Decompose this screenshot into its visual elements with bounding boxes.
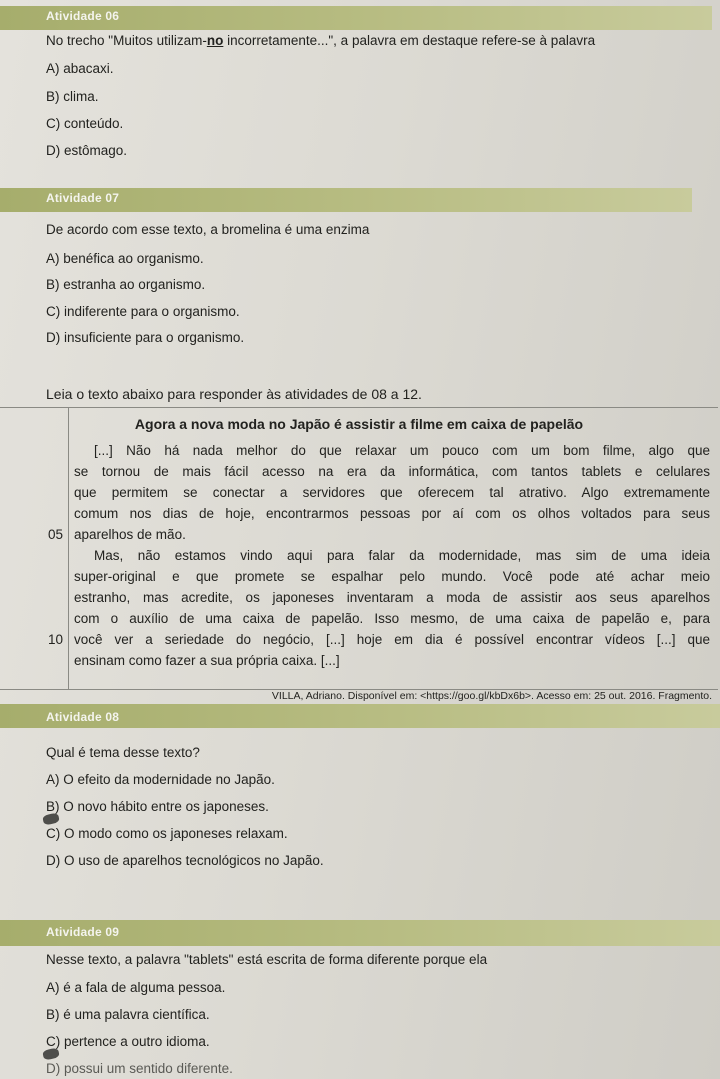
highlighted-word: no — [206, 33, 224, 48]
text-line-1: [...] Não há nada melhor do que relaxar um pouco com um bom filme, algo que — [94, 443, 710, 458]
activity-07-header — [0, 188, 692, 212]
activity-08-option-b: B) O novo hábito entre os japoneses. — [46, 799, 269, 814]
text-line-7: super-original e que promete se espalhar pelo mundo. Você pode até achar meio — [74, 569, 710, 584]
activity-07-label: Atividade 07 — [46, 191, 120, 205]
activity-09-label: Atividade 09 — [46, 925, 120, 939]
activity-06-option-a: A) abacaxi. — [46, 61, 114, 76]
text-line-3: que permitem se conectar a servidores que oferecem tal atrativo. Algo extremamente — [74, 485, 710, 500]
activity-09-option-d: D) possui um sentido diferente. — [46, 1061, 233, 1076]
activity-06-header — [0, 6, 712, 30]
activity-08-label: Atividade 08 — [46, 710, 120, 724]
activity-06-option-d: D) estômago. — [46, 143, 128, 158]
activity-08-option-d: D) O uso de aparelhos tecnológicos no Japão. — [46, 853, 324, 868]
line-number-gutter — [68, 408, 69, 689]
text-source-citation: VILLA, Adriano. Disponível em: <https://goo.gl/kbDx6b>. Acesso em: 25 out. 2016. Fragmento. — [271, 690, 712, 702]
line-number-05: 05 — [48, 527, 64, 542]
activity-09-option-a: A) é a fala de alguma pessoa. — [46, 980, 226, 995]
text-line-5: aparelhos de mão. — [74, 527, 186, 542]
activity-08-header — [0, 704, 720, 728]
text-line-8: estranho, mas acredite, os japoneses inventaram a moda de assistir aos seus aparelhos — [74, 590, 710, 605]
text-title: Agora a nova moda no Japão é assistir a filme em caixa de papelão — [134, 416, 584, 432]
activity-07-option-c: C) indiferente para o organismo. — [46, 304, 240, 319]
reading-instruction: Leia o texto abaixo para responder às atividades de 08 a 12. — [46, 386, 422, 402]
text-line-6: Mas, não estamos vindo aqui para falar da modernidade, mas sim de uma ideia — [94, 548, 710, 563]
text-line-4: comum nos dias de hoje, encontrarmos pessoas por aí com os olhos voltados para seus — [74, 506, 710, 521]
activity-08-question: Qual é tema desse texto? — [46, 745, 200, 760]
activity-06-option-b: B) clima. — [46, 89, 99, 104]
line-number-10: 10 — [48, 632, 64, 647]
activity-06-label: Atividade 06 — [46, 9, 120, 23]
activity-09-header — [0, 920, 720, 946]
activity-07-option-d: D) insuficiente para o organismo. — [46, 330, 245, 345]
activity-06-question: No trecho "Muitos utilizam-no incorretamente...", a palavra em destaque refere-se à palavra — [46, 33, 596, 48]
reading-text-box — [0, 407, 718, 690]
text-line-9: com o auxílio de uma caixa de papelão. Isso mesmo, de uma caixa de papelão e, para — [74, 611, 710, 626]
activity-07-option-b: B) estranha ao organismo. — [46, 277, 206, 292]
activity-08-option-c: C) O modo como os japoneses relaxam. — [46, 826, 288, 841]
activity-09-option-c: C) pertence a outro idioma. — [46, 1034, 210, 1049]
text-line-2: se tornou de mais fácil acesso na era da informática, com tantos tablets e celulares — [74, 464, 710, 479]
activity-07-question: De acordo com esse texto, a bromelina é uma enzima — [46, 222, 370, 237]
activity-08-option-a: A) O efeito da modernidade no Japão. — [46, 772, 275, 787]
activity-09-option-b: B) é uma palavra científica. — [46, 1007, 210, 1022]
text-line-11: ensinam como fazer a sua própria caixa. [...] — [74, 653, 340, 668]
activity-06-option-c: C) conteúdo. — [46, 116, 124, 131]
text-line-10: você ver a seriedade do negócio, [...] hoje em dia é possível encontrar vídeos [...] que — [74, 632, 710, 647]
activity-09-question: Nesse texto, a palavra "tablets" está escrita de forma diferente porque ela — [46, 952, 488, 967]
activity-07-option-a: A) benéfica ao organismo. — [46, 251, 204, 266]
